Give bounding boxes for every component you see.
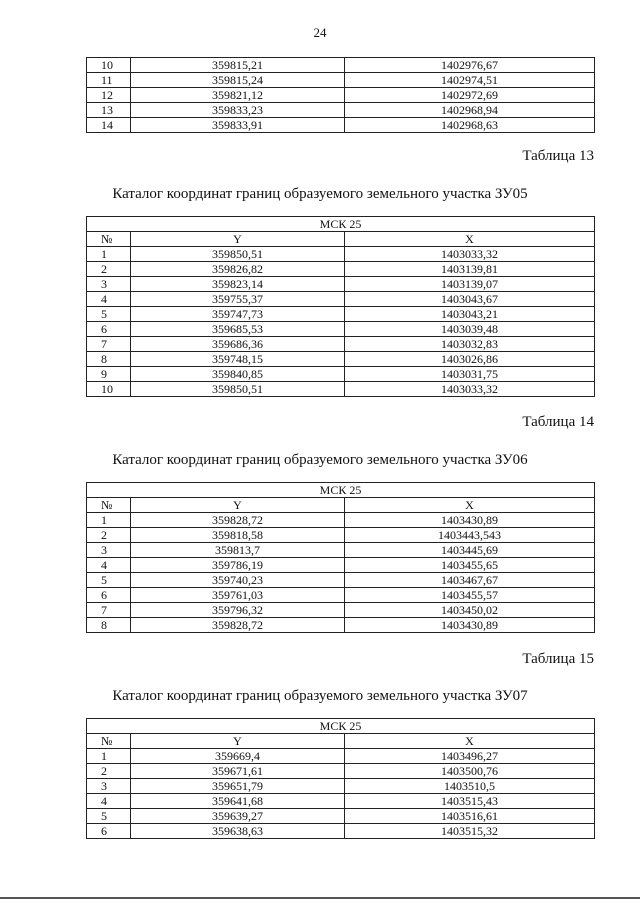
point-number-cell: 3	[87, 779, 131, 794]
y-coordinate-cell: 359638,63	[131, 824, 345, 839]
point-number-cell: 4	[87, 292, 131, 307]
point-number-cell: 5	[87, 307, 131, 322]
y-coordinate-cell: 359639,27	[131, 809, 345, 824]
y-coordinate-cell: 359823,14	[131, 277, 345, 292]
y-coordinate-cell: 359686,36	[131, 337, 345, 352]
table-row	[87, 528, 595, 543]
x-coordinate-cell: 1402968,94	[345, 103, 595, 118]
point-number-cell: 10	[87, 58, 131, 73]
coordinates-table-continuation	[86, 57, 595, 133]
coordinate-system-header: МСК 25	[87, 719, 595, 734]
x-coordinate-cell: 1403510,5	[345, 779, 595, 794]
y-coordinate-cell: 359685,53	[131, 322, 345, 337]
table-row	[87, 307, 595, 322]
catalog-title-zu06: Каталог координат границ образуемого земельного участка ЗУ06	[112, 452, 528, 468]
x-coordinate-cell: 1403430,89	[345, 618, 595, 633]
y-coordinate-cell: 359786,19	[131, 558, 345, 573]
table-row	[87, 749, 595, 764]
column-header-x: X	[345, 232, 595, 247]
table-number-14: Таблица 14	[522, 414, 594, 430]
table-body	[87, 749, 595, 839]
x-coordinate-cell: 1402968,63	[345, 118, 595, 133]
y-coordinate-cell: 359761,03	[131, 588, 345, 603]
table-row	[87, 513, 595, 528]
y-coordinate-cell: 359815,24	[131, 73, 345, 88]
y-coordinate-cell: 359850,51	[131, 382, 345, 397]
point-number-cell: 3	[87, 277, 131, 292]
point-number-cell: 6	[87, 588, 131, 603]
point-number-cell: 7	[87, 337, 131, 352]
y-coordinate-cell: 359821,12	[131, 88, 345, 103]
table-row	[87, 367, 595, 382]
column-header-number: №	[87, 734, 131, 749]
point-number-cell: 8	[87, 352, 131, 367]
x-coordinate-cell: 1403031,75	[345, 367, 595, 382]
table-body	[87, 58, 595, 133]
table-row	[87, 292, 595, 307]
table-number-13: Таблица 13	[522, 148, 594, 164]
bottom-border-line	[0, 897, 640, 899]
coordinates-table-zu05	[86, 216, 595, 397]
point-number-cell: 2	[87, 764, 131, 779]
point-number-cell: 8	[87, 618, 131, 633]
y-coordinate-cell: 359826,82	[131, 262, 345, 277]
point-number-cell: 1	[87, 513, 131, 528]
y-coordinate-cell: 359747,73	[131, 307, 345, 322]
table-row	[87, 118, 595, 133]
table-row	[87, 73, 595, 88]
x-coordinate-cell: 1403443,543	[345, 528, 595, 543]
x-coordinate-cell: 1402976,67	[345, 58, 595, 73]
coordinates-table-zu07	[86, 718, 595, 839]
x-coordinate-cell: 1403139,07	[345, 277, 595, 292]
x-coordinate-cell: 1403139,81	[345, 262, 595, 277]
point-number-cell: 3	[87, 543, 131, 558]
coordinates-table-zu06	[86, 482, 595, 633]
y-coordinate-cell: 359796,32	[131, 603, 345, 618]
y-coordinate-cell: 359813,7	[131, 543, 345, 558]
point-number-cell: 5	[87, 809, 131, 824]
table-row	[87, 337, 595, 352]
table-row	[87, 809, 595, 824]
point-number-cell: 5	[87, 573, 131, 588]
x-coordinate-cell: 1403033,32	[345, 247, 595, 262]
y-coordinate-cell: 359828,72	[131, 618, 345, 633]
column-header-y: Y	[131, 734, 345, 749]
table-row	[87, 247, 595, 262]
table-row	[87, 588, 595, 603]
x-coordinate-cell: 1403026,86	[345, 352, 595, 367]
table-row	[87, 262, 595, 277]
x-coordinate-cell: 1403455,57	[345, 588, 595, 603]
table-number-15: Таблица 15	[522, 651, 594, 667]
point-number-cell: 1	[87, 247, 131, 262]
x-coordinate-cell: 1403450,02	[345, 603, 595, 618]
point-number-cell: 13	[87, 103, 131, 118]
x-coordinate-cell: 1403032,83	[345, 337, 595, 352]
y-coordinate-cell: 359828,72	[131, 513, 345, 528]
y-coordinate-cell: 359833,91	[131, 118, 345, 133]
table-row	[87, 88, 595, 103]
table-row	[87, 543, 595, 558]
point-number-cell: 1	[87, 749, 131, 764]
y-coordinate-cell: 359651,79	[131, 779, 345, 794]
x-coordinate-cell: 1403043,67	[345, 292, 595, 307]
point-number-cell: 6	[87, 322, 131, 337]
table-row	[87, 824, 595, 839]
x-coordinate-cell: 1403039,48	[345, 322, 595, 337]
point-number-cell: 7	[87, 603, 131, 618]
column-header-x: X	[345, 498, 595, 513]
table-row	[87, 103, 595, 118]
point-number-cell: 2	[87, 528, 131, 543]
x-coordinate-cell: 1403515,32	[345, 824, 595, 839]
point-number-cell: 12	[87, 88, 131, 103]
point-number-cell: 9	[87, 367, 131, 382]
y-coordinate-cell: 359850,51	[131, 247, 345, 262]
column-header-number: №	[87, 232, 131, 247]
column-header-number: №	[87, 498, 131, 513]
column-header-y: Y	[131, 498, 345, 513]
table-row	[87, 352, 595, 367]
coordinate-system-header: МСК 25	[87, 217, 595, 232]
table-row	[87, 322, 595, 337]
point-number-cell: 2	[87, 262, 131, 277]
catalog-title-zu07: Каталог координат границ образуемого земельного участка ЗУ07	[112, 688, 528, 704]
table-row	[87, 573, 595, 588]
x-coordinate-cell: 1403033,32	[345, 382, 595, 397]
table-body	[87, 513, 595, 633]
point-number-cell: 4	[87, 558, 131, 573]
table-row	[87, 277, 595, 292]
y-coordinate-cell: 359815,21	[131, 58, 345, 73]
point-number-cell: 11	[87, 73, 131, 88]
table-row	[87, 382, 595, 397]
y-coordinate-cell: 359671,61	[131, 764, 345, 779]
y-coordinate-cell: 359833,23	[131, 103, 345, 118]
x-coordinate-cell: 1403467,67	[345, 573, 595, 588]
point-number-cell: 4	[87, 794, 131, 809]
table-row	[87, 603, 595, 618]
table-row	[87, 58, 595, 73]
y-coordinate-cell: 359748,15	[131, 352, 345, 367]
x-coordinate-cell: 1402974,51	[345, 73, 595, 88]
y-coordinate-cell: 359840,85	[131, 367, 345, 382]
x-coordinate-cell: 1403500,76	[345, 764, 595, 779]
table-body	[87, 247, 595, 397]
x-coordinate-cell: 1403515,43	[345, 794, 595, 809]
x-coordinate-cell: 1403455,65	[345, 558, 595, 573]
y-coordinate-cell: 359818,58	[131, 528, 345, 543]
x-coordinate-cell: 1402972,69	[345, 88, 595, 103]
table-row	[87, 618, 595, 633]
table-row	[87, 558, 595, 573]
point-number-cell: 14	[87, 118, 131, 133]
y-coordinate-cell: 359755,37	[131, 292, 345, 307]
page-number: 24	[313, 25, 327, 40]
y-coordinate-cell: 359740,23	[131, 573, 345, 588]
table-row	[87, 779, 595, 794]
point-number-cell: 6	[87, 824, 131, 839]
x-coordinate-cell: 1403445,69	[345, 543, 595, 558]
point-number-cell: 10	[87, 382, 131, 397]
table-row	[87, 794, 595, 809]
x-coordinate-cell: 1403496,27	[345, 749, 595, 764]
x-coordinate-cell: 1403516,61	[345, 809, 595, 824]
y-coordinate-cell: 359641,68	[131, 794, 345, 809]
y-coordinate-cell: 359669,4	[131, 749, 345, 764]
x-coordinate-cell: 1403043,21	[345, 307, 595, 322]
coordinate-system-header: МСК 25	[87, 483, 595, 498]
column-header-x: X	[345, 734, 595, 749]
column-header-y: Y	[131, 232, 345, 247]
table-row	[87, 764, 595, 779]
catalog-title-zu05: Каталог координат границ образуемого земельного участка ЗУ05	[112, 186, 528, 202]
x-coordinate-cell: 1403430,89	[345, 513, 595, 528]
